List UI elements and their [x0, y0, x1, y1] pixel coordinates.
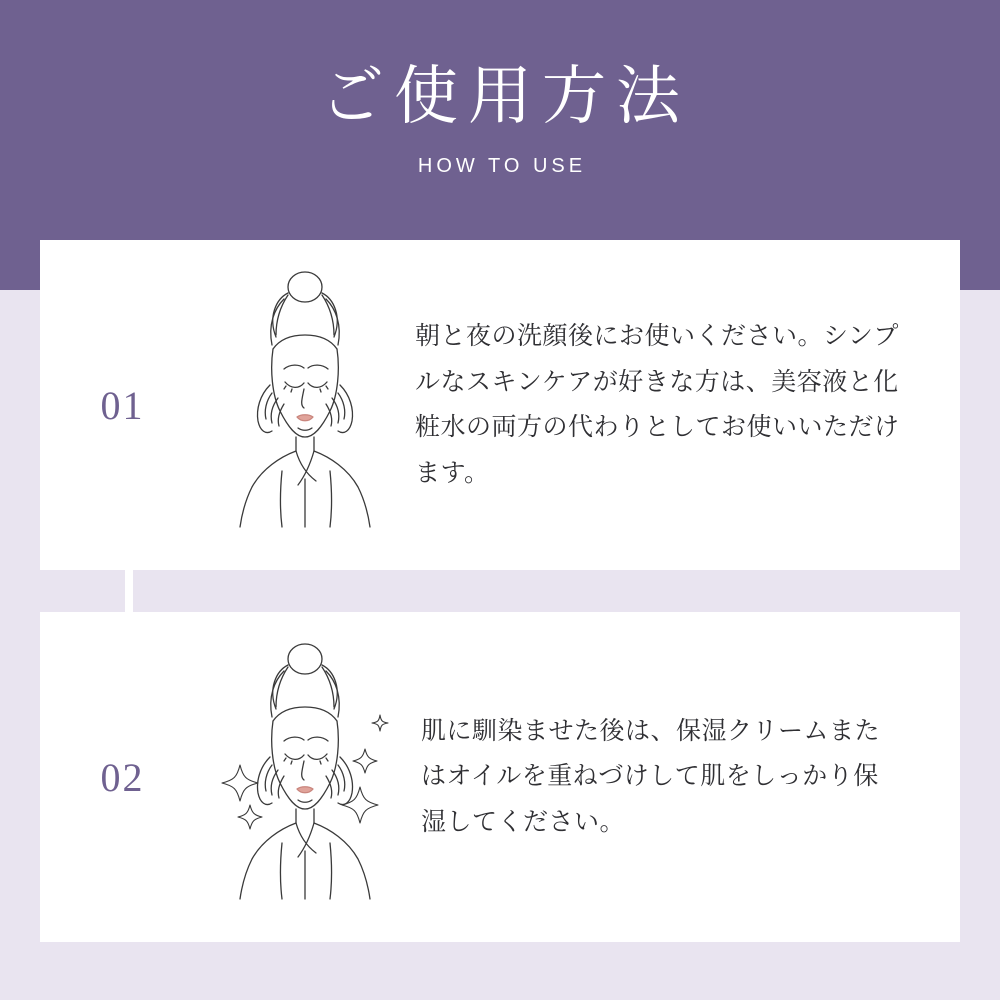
step-description: 朝と夜の洗顔後にお使いください。シンプルなスキンケアが好きな方は、美容液と化粧水の両方の代わりとしてお使いいただけます。 [415, 322, 900, 487]
card-gap-divider [40, 570, 960, 612]
header-inner [0, 0, 1000, 240]
page-subtitle: HOW TO USE [417, 154, 587, 177]
step-number: 01 [100, 382, 145, 428]
page-title: ご使用方法 [320, 61, 690, 133]
woman-moisturizing-face-icon [205, 627, 405, 927]
step-card [40, 612, 960, 942]
divider-tick [125, 570, 133, 612]
step-number: 02 [100, 754, 145, 800]
step-card [40, 240, 960, 570]
step-description: 肌に馴染ませた後は、保湿クリームまたはオイルを重ねづけして肌をしっかり保湿してください。 [421, 716, 881, 836]
woman-washing-face-icon [205, 255, 405, 555]
